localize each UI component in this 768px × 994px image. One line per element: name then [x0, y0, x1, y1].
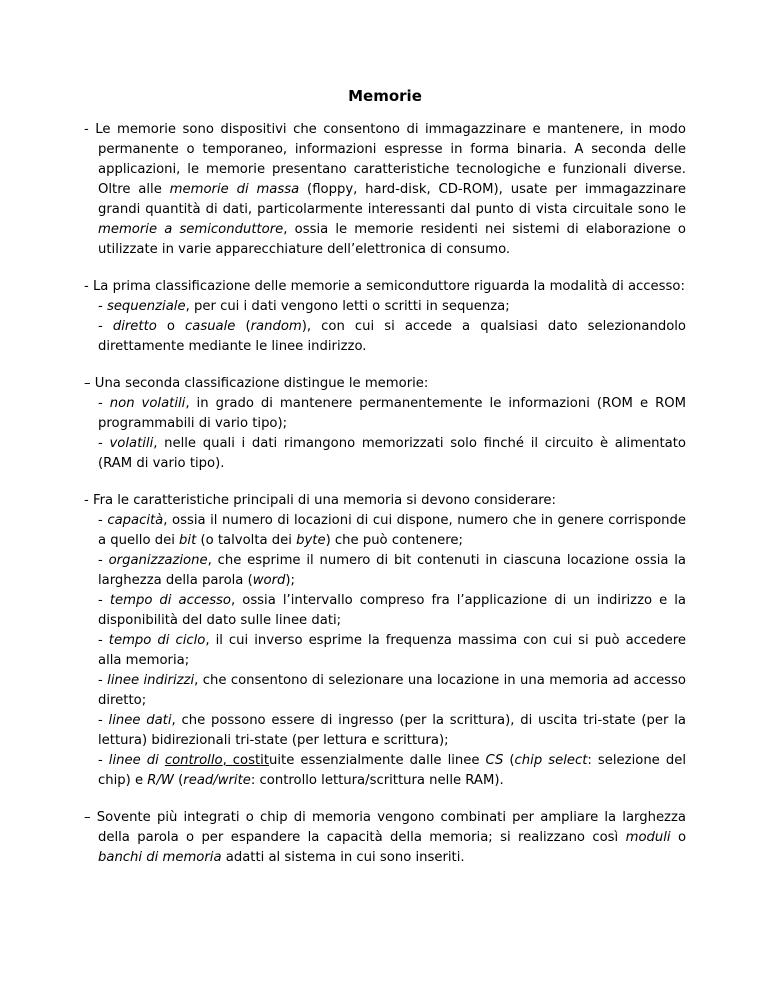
term-memorie-semiconduttore: memorie a semiconduttore [98, 222, 284, 237]
list-item-tempo-accesso: - tempo di accesso, ossia l’intervallo compreso fra l’applicazione di un indirizzo e la disponibilità del dato sulle linee dati; [98, 593, 687, 628]
list-item-organizzazione: - organizzazione, che esprime il numero di bit contenuti in ciascuna locazione ossia la larghezza della parola (word); [98, 553, 687, 588]
term-memorie-di-massa: memorie di massa [169, 182, 300, 197]
term-banchi-memoria: banchi di memoria [98, 850, 222, 865]
volatility-lead: – Una seconda classificazione distingue le memorie: [84, 376, 429, 391]
paragraph-intro: - Le memorie sono dispositivi che consentono di immagazzinare e mantenere, in modo permanente o temporaneo, informazioni espresse in forma binaria. A seconda delle applicazioni, le memorie presentano caratteristiche tecnologiche e funzionali diverse. Oltre alle memorie di massa (floppy, hard-disk, CD-ROM), usate per immagazzinare grandi quantità di dati, particolarmente interessanti dal punto di vista circuitale sono le memorie a semiconduttore, ossia le memorie residenti nei sistemi di elaborazione o utilizzate in varie apparecchiature dell’elettronica di consumo. [84, 122, 686, 257]
list-item-linee-indirizzi: - linee indirizzi, che consentono di selezionare una locazione in una memoria ad accesso diretto; [98, 673, 686, 708]
characteristics-lead: - Fra le caratteristiche principali di una memoria si devono considerare: [84, 493, 556, 508]
list-item-linee-controllo: - linee di controllo, costituite essenzialmente dalle linee CS (chip select: selezione del chip) e R/W (read/write: controllo lettura/scrittura nelle RAM). [98, 753, 686, 788]
list-item-capacita: - capacità, ossia il numero di locazioni di cui dispone, numero che in genere corrisponde a quello dei bit (o talvolta dei byte) che può contenere; [98, 513, 686, 548]
term-moduli: moduli [625, 830, 671, 845]
paragraph-characteristics [84, 491, 686, 791]
list-item-tempo-ciclo: - tempo di ciclo, il cui inverso esprime la frequenza massima con cui si può accedere alla memoria; [98, 633, 686, 668]
paragraph-access-classification [84, 277, 686, 357]
access-lead: - La prima classificazione delle memorie a semiconduttore riguarda la modalità di accesso: [84, 279, 685, 294]
list-item-volatili: - volatili, nelle quali i dati rimangono memorizzati solo finché il circuito è alimentato (RAM di vario tipo). [98, 436, 686, 471]
list-item-non-volatili: - non volatili, in grado di mantenere permanentemente le informazioni (ROM e ROM programmabili di vario tipo); [98, 396, 686, 431]
paragraph-modules: – Sovente più integrati o chip di memoria vengono combinati per ampliare la larghezza della parola o per espandere la capacità della memoria; si realizzano così moduli o banchi di memoria adatti al sistema in cui sono inseriti. [84, 810, 687, 865]
document-title: Memorie [348, 87, 422, 105]
list-item-sequenziale: - sequenziale, per cui i dati vengono letti o scritti in sequenza; [98, 299, 510, 314]
list-item-diretto: - diretto o casuale (random), con cui si accede a qualsiasi dato selezionandolo direttamente mediante le linee indirizzo. [98, 319, 687, 354]
list-item-linee-dati: - linee dati, che possono essere di ingresso (per la scrittura), di uscita tri-state (per la lettura) bidirezionali tri-state (per lettura e scrittura); [98, 713, 686, 748]
paragraph-volatility [84, 374, 686, 474]
